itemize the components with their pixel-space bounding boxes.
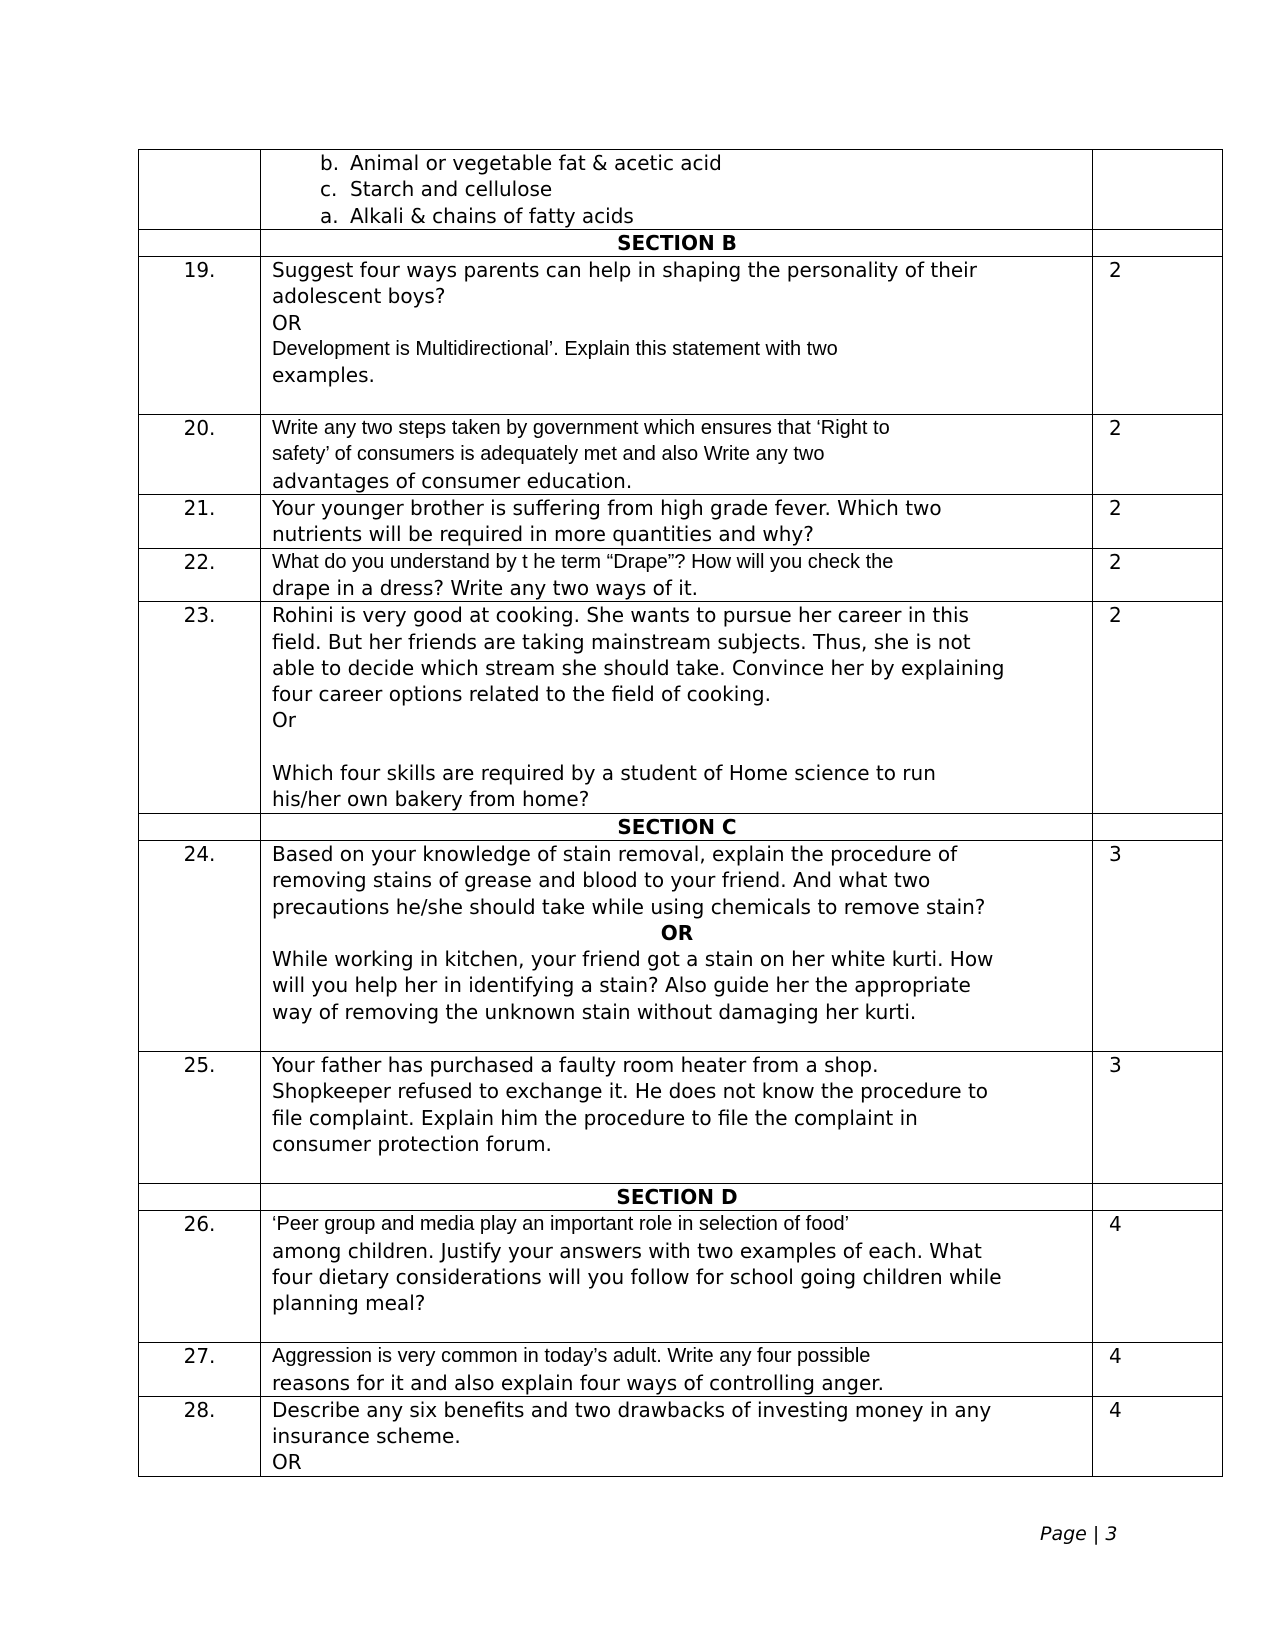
section-row: [139, 1183, 1223, 1210]
question-marks: 2: [1093, 257, 1223, 415]
question-row: [139, 415, 1223, 495]
question-text: Write any two steps taken by government which ensures that ‘Right to safety’ of consumers is adequately met and also Write any two advantages of consumer education.: [261, 415, 1093, 495]
question-text: Rohini is very good at cooking. She wants to pursue her career in this field. But her friends are taking mainstream subjects. Thus, she is not able to decide which stream she should take. Convince her by explaining four career options related to the field of cooking. Or Which four skills are required by a student of Home science to run his/her own bakery from home?: [261, 602, 1093, 813]
option-item: b. Animal or vegetable fat & acetic acid: [320, 151, 722, 175]
question-text: ‘Peer group and media play an important role in selection of food’ among children. Justify your answers with two examples of each. What four dietary considerations will you follow for school going children while planning meal?: [261, 1211, 1093, 1343]
question-row: [139, 548, 1223, 602]
question-text: Suggest four ways parents can help in shaping the personality of their adolescent boys? OR Development is Multidirectional’. Explain this statement with two examples.: [261, 257, 1093, 415]
section-heading: SECTION D: [261, 1183, 1093, 1210]
question-marks: 2: [1093, 602, 1223, 813]
question-text: Your younger brother is suffering from high grade fever. Which two nutrients will be required in more quantities and why?: [261, 495, 1093, 549]
question-table: [138, 149, 1223, 1477]
question-marks: 2: [1093, 415, 1223, 495]
question-text: Your father has purchased a faulty room heater from a shop. Shopkeeper refused to exchange it. He does not know the procedure to file complaint. Explain him the procedure to file the complaint in consumer protection forum.: [261, 1051, 1093, 1183]
question-number: 20.: [139, 415, 261, 495]
question-row: [139, 495, 1223, 549]
question-marks: 4: [1093, 1396, 1223, 1476]
question-marks: 2: [1093, 548, 1223, 602]
question-number: 25.: [139, 1051, 261, 1183]
option-item: a. Alkali & chains of fatty acids: [320, 203, 634, 228]
question-marks: 4: [1093, 1211, 1223, 1343]
question-number: 28.: [139, 1396, 261, 1476]
number-cell: [139, 150, 261, 230]
question-number: 26.: [139, 1211, 261, 1343]
question-text: Based on your knowledge of stain removal, explain the procedure of removing stains of grease and blood to your friend. And what two precautions he/she should take while using chemicals to remove stain? OR While working in kitchen, your friend got a stain on her white kurti. How will you help her in identifying a stain? Also guide her the appropriate way of removing the unknown stain without damaging her kurti.: [261, 840, 1093, 1051]
option-item: c. Starch and cellulose: [320, 177, 553, 202]
question-row: [139, 1051, 1223, 1183]
question-marks: 2: [1093, 495, 1223, 549]
section-heading: SECTION C: [261, 813, 1093, 840]
question-row: [139, 1211, 1223, 1343]
options-row: [139, 150, 1223, 230]
question-number: 23.: [139, 602, 261, 813]
options-list: [261, 150, 1093, 230]
question-marks: 4: [1093, 1343, 1223, 1397]
question-number: 27.: [139, 1343, 261, 1397]
question-number: 22.: [139, 548, 261, 602]
marks-cell: [1093, 150, 1223, 230]
question-row: [139, 1343, 1223, 1397]
question-text: Describe any six benefits and two drawbacks of investing money in any insurance scheme. OR: [261, 1396, 1093, 1476]
question-row: [139, 1396, 1223, 1476]
page-number: Page | 3: [1040, 1523, 1118, 1545]
question-row: [139, 840, 1223, 1051]
question-number: 24.: [139, 840, 261, 1051]
section-heading: SECTION B: [261, 229, 1093, 256]
question-number: 19.: [139, 257, 261, 415]
question-marks: 3: [1093, 1051, 1223, 1183]
question-text: Aggression is very common in today’s adult. Write any four possible reasons for it and also explain four ways of controlling anger.: [261, 1343, 1093, 1397]
question-text: What do you understand by t he term “Drape”? How will you check the drape in a dress? Write any two ways of it.: [261, 548, 1093, 602]
question-row: [139, 602, 1223, 813]
section-row: [139, 229, 1223, 256]
question-number: 21.: [139, 495, 261, 549]
section-row: [139, 813, 1223, 840]
question-row: [139, 257, 1223, 415]
question-marks: 3: [1093, 840, 1223, 1051]
